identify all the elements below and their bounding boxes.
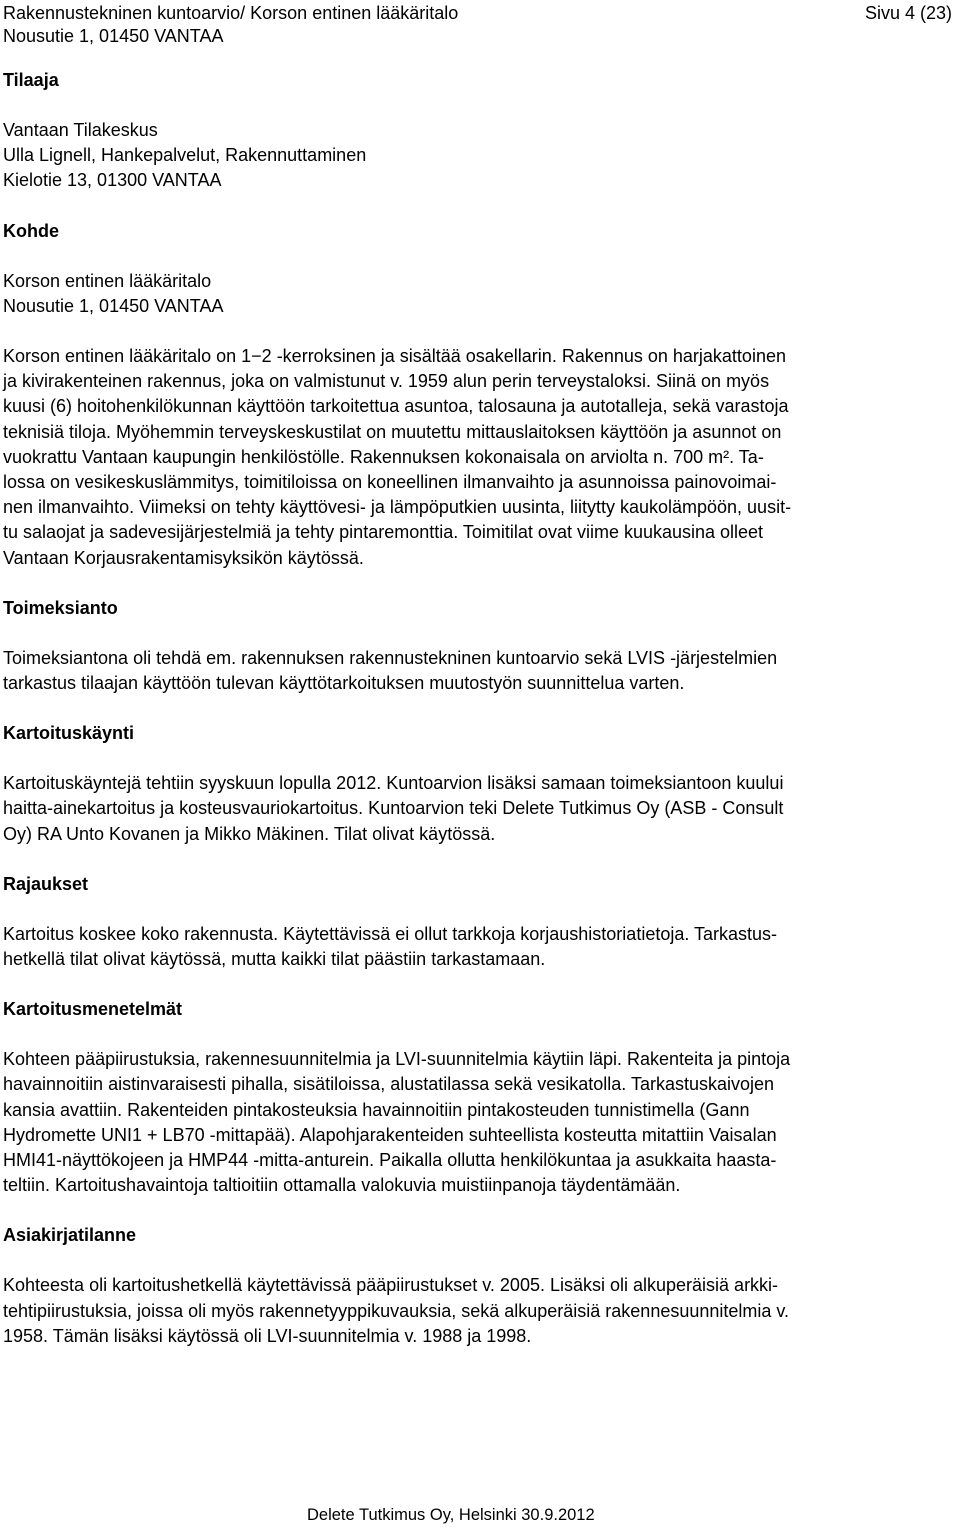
text-line: ja kivirakenteinen rakennus, joka on valmistunut v. 1959 alun perin terveystaloksi. Siinä on myös <box>3 371 770 392</box>
body-paragraph <box>3 922 958 972</box>
body-paragraph <box>3 771 958 847</box>
text-line: tarkastus tilaajan käyttöön tulevan käyttötarkoituksen muutostyön suunnittelua varten. <box>3 673 685 694</box>
text-line: Kielotie 13, 01300 VANTAA <box>3 170 222 191</box>
text-line: teknisiä tiloja. Myöhemmin terveyskeskustilat on muutettu mittauslaitoksen käyttöön ja asunnot on <box>3 421 782 442</box>
text-line: Korson entinen lääkäritalo <box>3 270 212 291</box>
page-footer: Delete Tutkimus Oy, Helsinki 30.9.2012 <box>307 1506 595 1524</box>
section-kartoituskaynti <box>3 721 958 847</box>
header-address: Nousutie 1, 01450 VANTAA <box>3 26 224 46</box>
section-tilaaja <box>3 68 958 194</box>
text-line: Korson entinen lääkäritalo on 1−2 -kerroksinen ja sisältää osakellarin. Rakennus on harjakattoinen <box>3 346 786 367</box>
text-line: kansia avattiin. Rakenteiden pintakosteuksia havainnoitiin pintakosteuden tunnistimella (Gann <box>3 1099 750 1120</box>
document-body <box>3 68 958 1374</box>
text-line: havainnoitiin aistinvaraisesti pihalla, sisätiloissa, alustatilassa sekä vesikatolla. Tarkastuskaivojen <box>3 1074 775 1095</box>
text-line: Toimeksiantona oli tehdä em. rakennuksen rakennustekninen kuntoarvio sekä LVIS -järjestelmien <box>3 647 778 668</box>
section-heading: Kartoitusmenetelmät <box>3 999 183 1020</box>
body-paragraph <box>3 1273 958 1349</box>
client-address-block <box>3 118 958 194</box>
text-line: Kartoituskäyntejä tehtiin syyskuun lopulla 2012. Kuntoarvion lisäksi samaan toimeksiantoon kuului <box>3 773 784 794</box>
text-line: teltiin. Kartoitushavaintoja taltioitiin ottamalla valokuvia muistiinpanoja täydentämään. <box>3 1175 681 1196</box>
section-asiakirjatilanne <box>3 1223 958 1349</box>
text-line: lossa on vesikeskuslämmitys, toimitiloissa on koneellinen ilmanvaihto ja asunnoissa painovoimai- <box>3 472 777 493</box>
section-heading: Rajaukset <box>3 873 89 894</box>
text-line: 1958. Tämän lisäksi käytössä oli LVI-suunnitelmia v. 1988 ja 1998. <box>3 1325 532 1346</box>
text-line: vuokrattu Vantaan kaupungin henkilöstölle. Rakennuksen kokonaisala on arviolta n. 700 m². Ta- <box>3 446 764 467</box>
page-number: Sivu 4 (23) <box>864 3 952 23</box>
body-paragraph <box>3 646 958 696</box>
section-heading: Toimeksianto <box>3 597 118 618</box>
text-line: Oy) RA Unto Kovanen ja Mikko Mäkinen. Tilat olivat käytössä. <box>3 823 496 844</box>
page-header <box>3 2 458 48</box>
section-heading: Kohde <box>3 220 59 241</box>
body-paragraph <box>3 344 958 571</box>
text-line: Kartoitus koskee koko rakennusta. Käytettävissä ei ollut tarkkoja korjaushistoriatietoja. Tarkastus- <box>3 923 778 944</box>
section-heading: Kartoituskäynti <box>3 723 135 744</box>
section-kohde <box>3 219 958 571</box>
section-rajaukset <box>3 872 958 972</box>
section-toimeksianto <box>3 596 958 696</box>
text-line: tu salaojat ja sadevesijärjestelmiä ja tehty pintaremonttia. Toimitilat ovat viime kuukausina olleet <box>3 522 764 543</box>
text-line: kuusi (6) hoitohenkilökunnan käyttöön tarkoitettua asuntoa, talosauna ja autotalleja, sekä varastoja <box>3 396 789 417</box>
text-line: tehtipiirustuksia, joissa oli myös rakennetyyppikuvauksia, sekä alkuperäisiä rakennesuunnitelmia v. <box>3 1300 790 1321</box>
document-title: Rakennustekninen kuntoarvio/ Korson entinen lääkäritalo <box>3 3 459 23</box>
text-line: haitta-ainekartoitus ja kosteusvauriokartoitus. Kuntoarvion teki Delete Tutkimus Oy (ASB - Consult <box>3 798 784 819</box>
text-line: Ulla Lignell, Hankepalvelut, Rakennuttaminen <box>3 145 367 166</box>
text-line: HMI41-näyttökojeen ja HMP44 -mitta-anturein. Paikalla ollutta henkilökuntaa ja asukkaita haasta- <box>3 1150 777 1171</box>
text-line: Hydromette UNI1 + LB70 -mittapää). Alapohjarakenteiden suhteellista kosteutta mitattiin Vaisalan <box>3 1124 777 1145</box>
text-line: hetkellä tilat olivat käytössä, mutta kaikki tilat päästiin tarkastamaan. <box>3 949 546 970</box>
text-line: Kohteesta oli kartoitushetkellä käytettävissä pääpiirustukset v. 2005. Lisäksi oli alkuperäisiä arkki- <box>3 1275 779 1296</box>
section-kartoitusmenetelmat <box>3 997 958 1198</box>
section-heading: Tilaaja <box>3 70 59 90</box>
text-line: Kohteen pääpiirustuksia, rakennesuunnitelmia ja LVI-suunnitelmia käytiin läpi. Rakenteita ja pintoja <box>3 1049 791 1070</box>
text-line: Vantaan Korjausrakentamisyksikön käytössä. <box>3 547 364 568</box>
body-paragraph <box>3 1047 958 1198</box>
text-line: Nousutie 1, 01450 VANTAA <box>3 295 224 316</box>
target-address-block <box>3 269 958 319</box>
text-line: nen ilmanvaihto. Viimeksi on tehty käyttövesi- ja lämpöputkien uusinta, liitytty kaukolämpöön, uusit- <box>3 497 792 518</box>
section-heading: Asiakirjatilanne <box>3 1225 137 1246</box>
text-line: Vantaan Tilakeskus <box>3 120 158 140</box>
